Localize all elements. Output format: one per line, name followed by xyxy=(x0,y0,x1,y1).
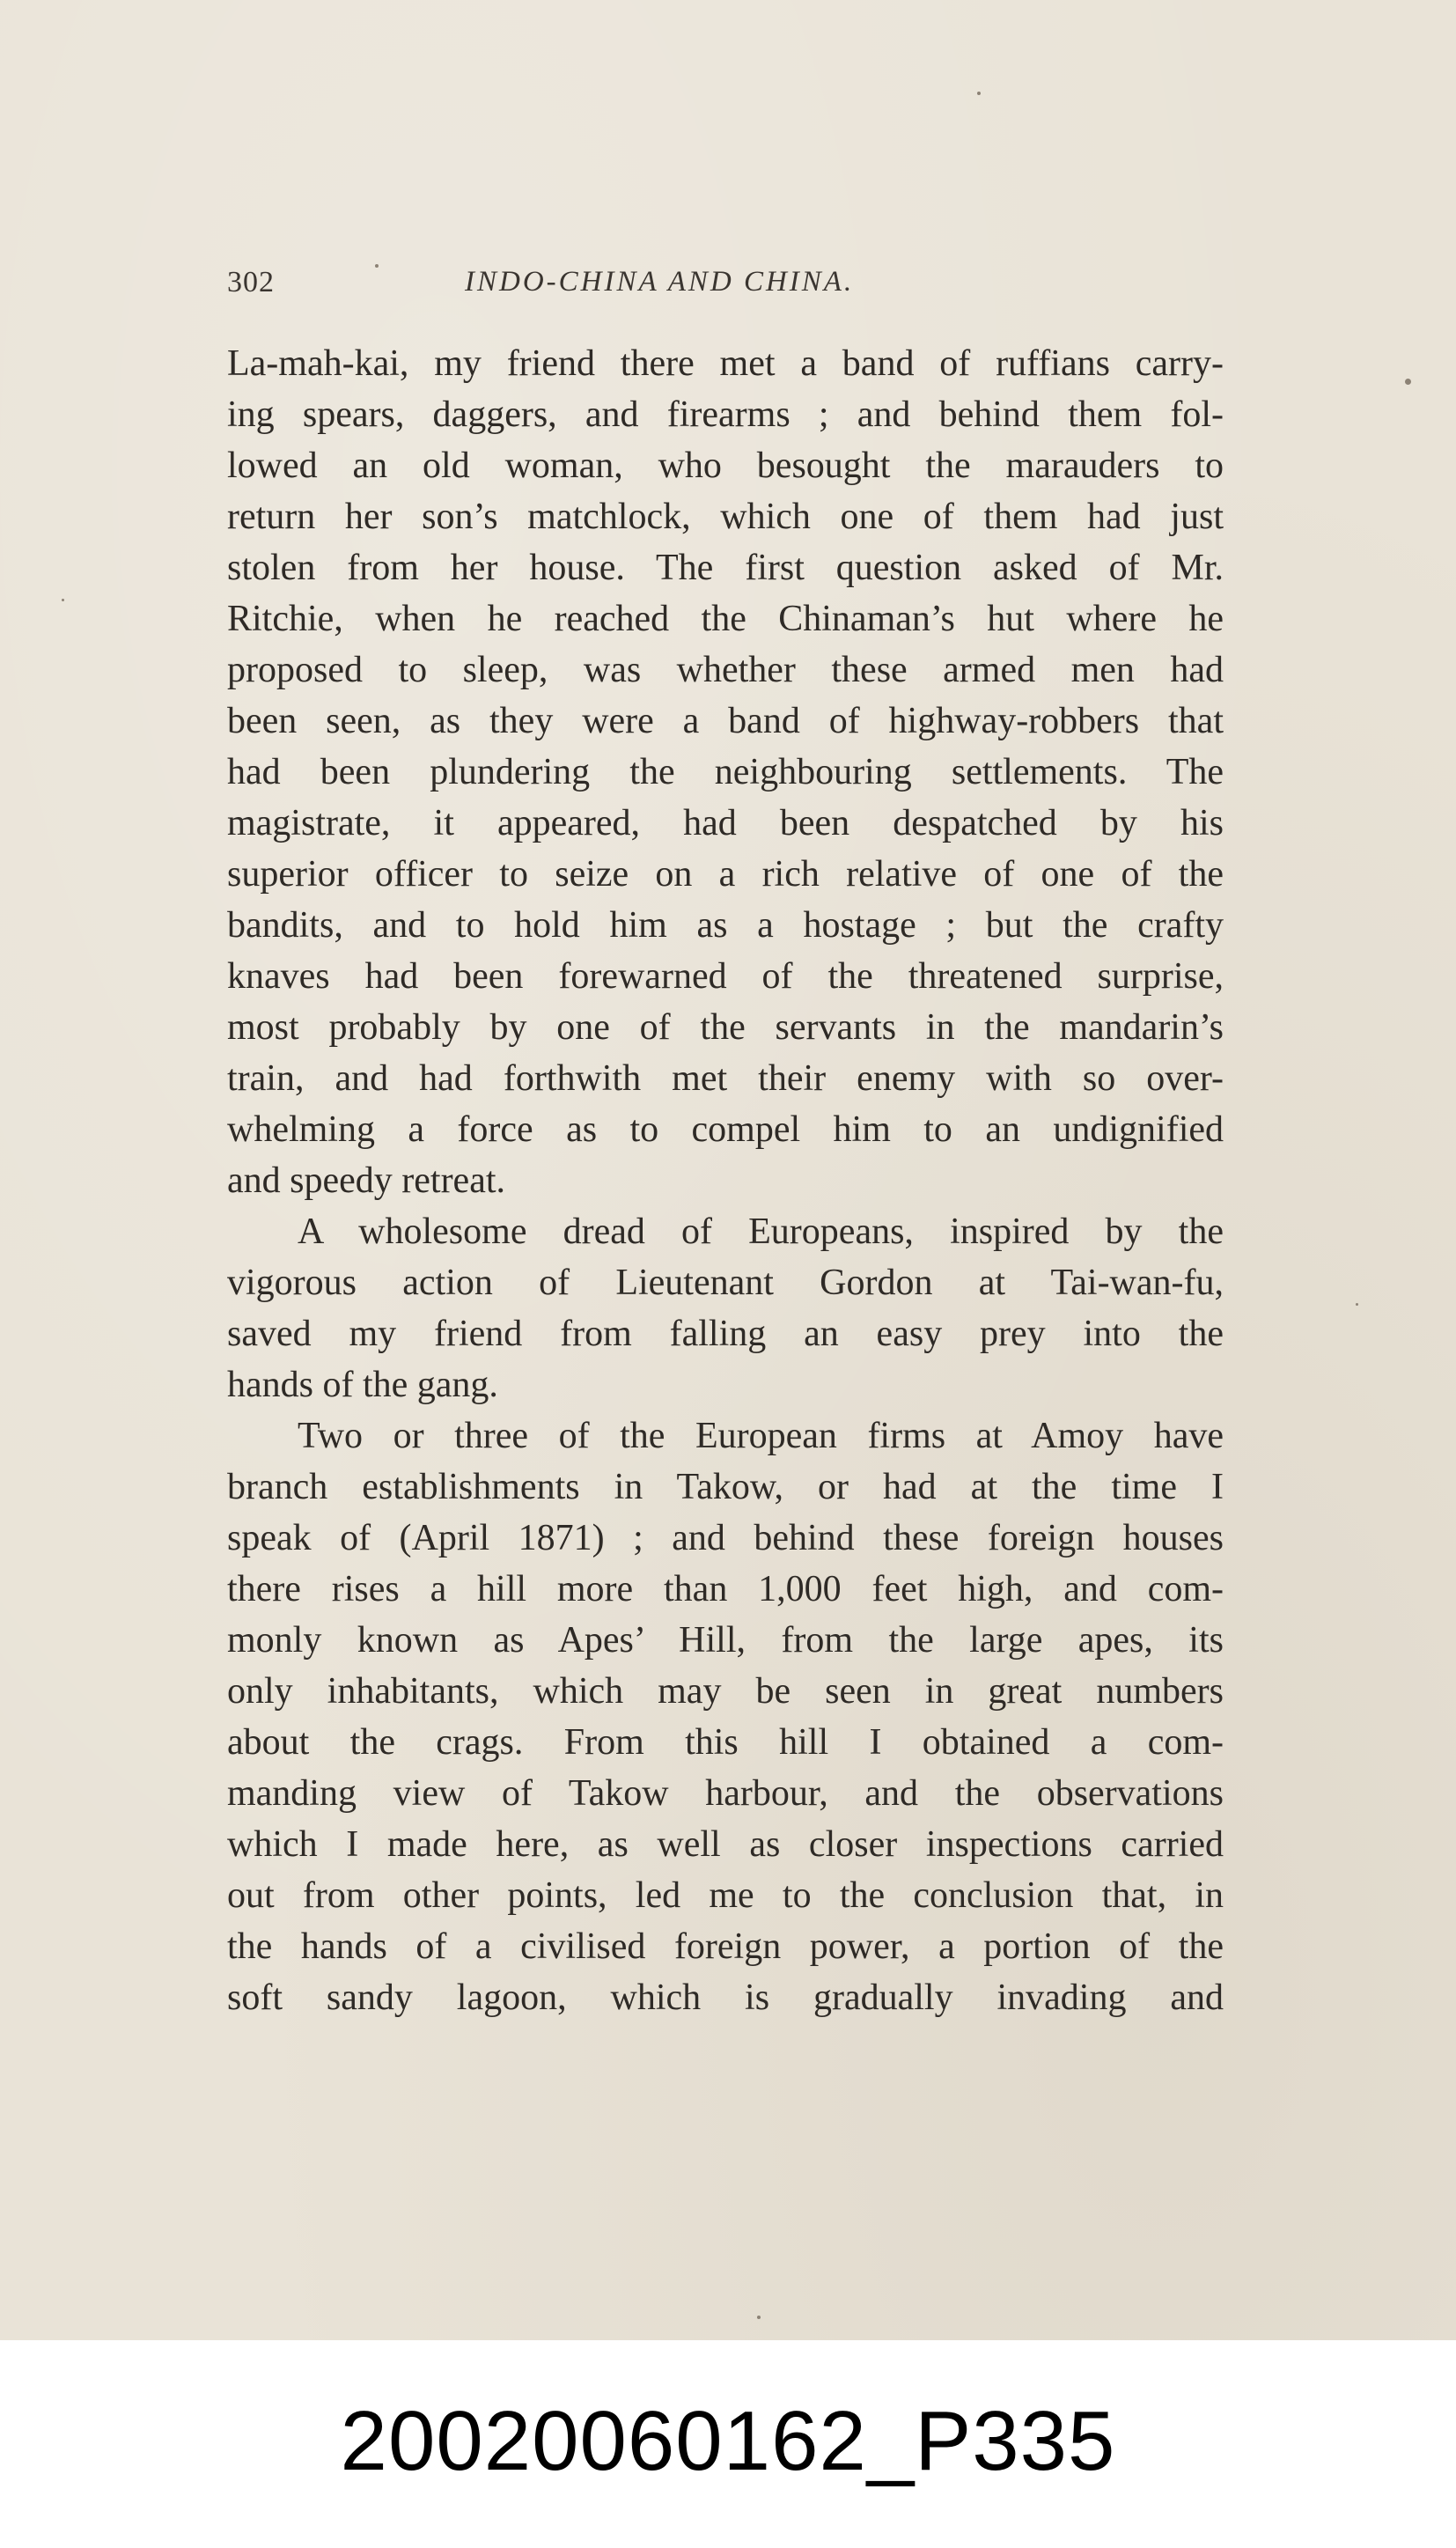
text-line: Two or three of the European firms at Amoy have xyxy=(298,1416,1224,1456)
text-line: soft sandy lagoon, which is gradually invading and xyxy=(227,1977,1224,2018)
page-header xyxy=(227,261,1224,313)
body-text xyxy=(227,338,1224,2023)
text-line: which I made here, as well as closer inspections carried xyxy=(227,1824,1224,1865)
text-line: train, and had forthwith met their enemy with so over- xyxy=(227,1058,1224,1099)
text-line: knaves had been forewarned of the threatened surprise, xyxy=(227,956,1224,997)
text-line: out from other points, led me to the conclusion that, in xyxy=(227,1875,1224,1916)
text-line: saved my friend from falling an easy prey into the xyxy=(227,1314,1224,1354)
text-line: superior officer to seize on a rich relative of one of the xyxy=(227,854,1224,895)
text-line: only inhabitants, which may be seen in great numbers xyxy=(227,1671,1224,1712)
text-line: Ritchie, when he reached the Chinaman’s hut where he xyxy=(227,599,1224,639)
text-line: stolen from her house. The first question asked of Mr. xyxy=(227,548,1224,588)
item-identifier: 20020060162_P335 xyxy=(340,2394,1116,2488)
text-line: and speedy retreat. xyxy=(227,1160,506,1201)
text-line: return her son’s matchlock, which one of them had just xyxy=(227,497,1224,537)
text-line: bandits, and to hold him as a hostage ; but the crafty xyxy=(227,905,1224,946)
text-line: manding view of Takow harbour, and the observations xyxy=(227,1773,1224,1814)
text-line: lowed an old woman, who besought the marauders to xyxy=(227,446,1224,486)
speck xyxy=(1356,1303,1358,1306)
text-line: magistrate, it appeared, had been despatched by his xyxy=(227,803,1224,843)
text-line: there rises a hill more than 1,000 feet high, and com- xyxy=(227,1569,1224,1609)
text-line: ing spears, daggers, and firearms ; and behind them fol- xyxy=(227,394,1224,435)
text-line: most probably by one of the servants in the mandarin’s xyxy=(227,1007,1224,1048)
text-line: had been plundering the neighbouring settlements. The xyxy=(227,752,1224,792)
text-line: proposed to sleep, was whether these armed men had xyxy=(227,650,1224,690)
text-line: monly known as Apes’ Hill, from the large apes, its xyxy=(227,1620,1224,1661)
text-line: the hands of a civilised foreign power, a portion of the xyxy=(227,1926,1224,1967)
speck xyxy=(977,92,981,95)
text-line: vigorous action of Lieutenant Gordon at Tai-wan-fu, xyxy=(227,1263,1224,1303)
text-line: A wholesome dread of Europeans, inspired by the xyxy=(298,1211,1224,1252)
text-line: La-mah-kai, my friend there met a band of ruffians carry- xyxy=(227,343,1224,384)
speck xyxy=(62,599,64,601)
running-title: INDO-CHINA AND CHINA. xyxy=(465,266,855,298)
speck xyxy=(1405,379,1411,385)
text-line: been seen, as they were a band of highway-robbers that xyxy=(227,701,1224,741)
speck xyxy=(757,2316,761,2319)
text-line: hands of the gang. xyxy=(227,1365,498,1405)
text-line: about the crags. From this hill I obtained a com- xyxy=(227,1722,1224,1763)
text-line: whelming a force as to compel him to an undignified xyxy=(227,1109,1224,1150)
catalog-footer xyxy=(0,2340,1456,2548)
paragraph xyxy=(227,338,1224,1206)
text-line: branch establishments in Takow, or had at the time I xyxy=(227,1467,1224,1507)
paragraph xyxy=(227,1206,1224,1410)
paragraph xyxy=(227,1410,1224,2023)
text-line: speak of (April 1871) ; and behind these foreign houses xyxy=(227,1518,1224,1558)
page-number: 302 xyxy=(227,266,275,298)
